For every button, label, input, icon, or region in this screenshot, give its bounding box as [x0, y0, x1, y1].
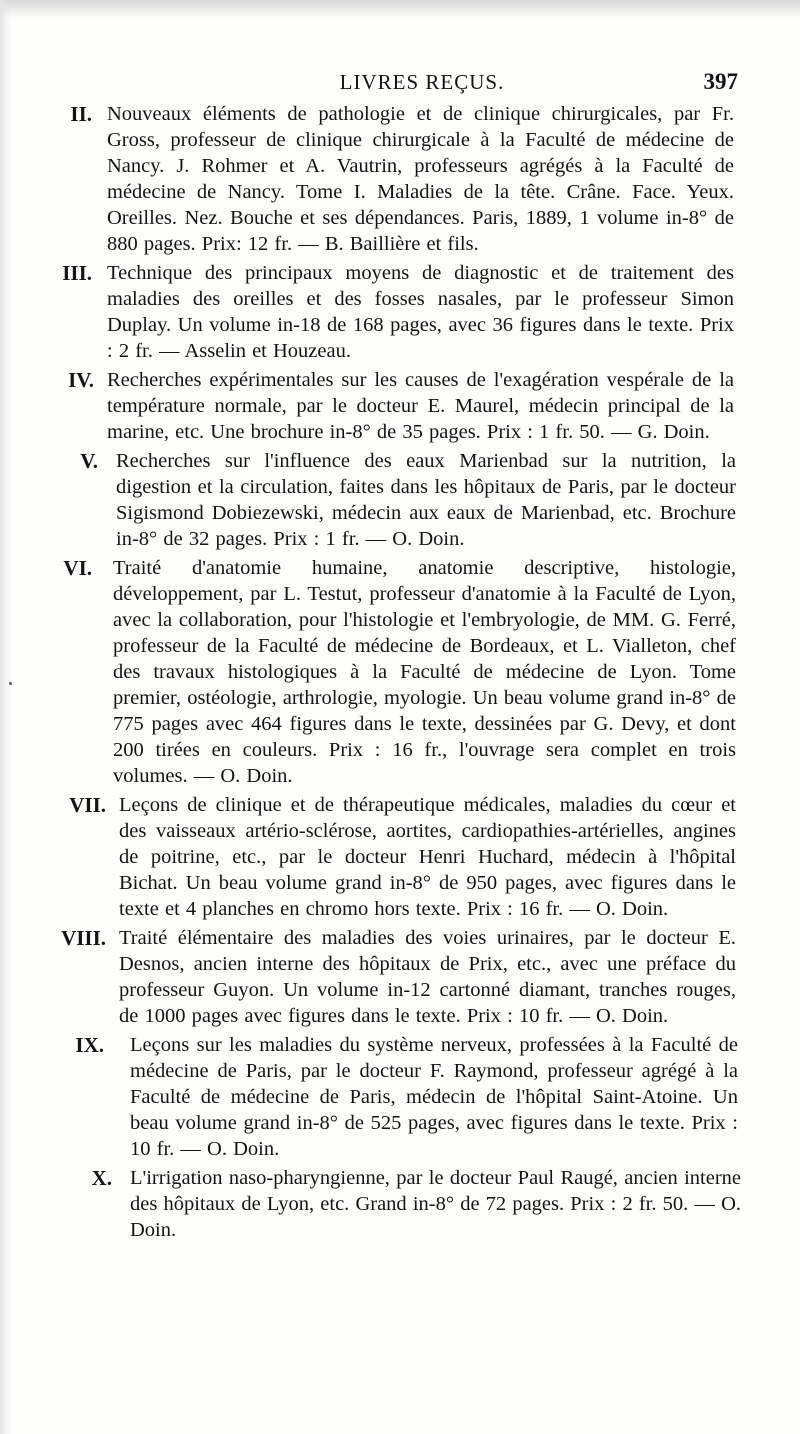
list-item: [0, 101, 800, 257]
entry-text: Nouveaux éléments de pathologie et de clinique chirurgicales, par Fr. Gross, professeur de clinique chirurgicale à la Faculté de médecine de Nancy. J. Rohmer et A. Vautrin, professeurs agrégés à la Faculté de médecine de Nancy. Tome I. Maladies de la tête. Crâne. Face. Yeux. Oreilles. Nez. Bouche et ses dépendances. Paris, 1889, 1 volume in-8° de 880 pages. Prix: 12 fr. — B. Baillière et fils.: [107, 103, 734, 255]
entry-text: Traité élémentaire des maladies des voies urinaires, par le docteur E. Desnos, ancien interne des hôpitaux de Prix, etc., avec une préface du professeur Guyon. Un volume in-12 cartonné diamant, tranches rouges, de 1000 pages avec figures dans le texte. Prix : 10 fr. — O. Doin.: [119, 927, 736, 1027]
list-item: [0, 1032, 800, 1162]
entry-numeral: II.: [70, 102, 92, 126]
top-edge-shadow: [0, 0, 800, 18]
running-title: LIVRES REÇUS.: [339, 70, 505, 94]
entry-text: L'irrigation naso-pharyngienne, par le docteur Paul Raugé, ancien interne des hôpitaux de Lyon, etc. Grand in-8° de 72 pages. Prix : 2 fr. 50. — O. Doin.: [130, 1167, 741, 1241]
running-head: [108, 70, 736, 100]
list-item: [0, 367, 800, 445]
page-number: 397: [703, 69, 738, 94]
book-list: [0, 101, 800, 1246]
entry-numeral: IX.: [75, 1033, 104, 1057]
entry-text: Technique des principaux moyens de diagnostic et de traitement des maladies des oreilles et des fosses nasales, par le professeur Simon Duplay. Un volume in-18 de 168 pages, avec 36 figures dans le texte. Prix : 2 fr. — Asselin et Houzeau.: [107, 262, 734, 362]
entry-numeral: X.: [91, 1166, 112, 1190]
entry-text: Traité d'anatomie humaine, anatomie descriptive, histologie, développement, par L. Testut, professeur d'anatomie à la Faculté de Lyon, avec la collaboration, pour l'histologie et l'embryologie, de MM. G. Ferré, professeur de la Faculté de médecine de Bordeaux, et L. Vialleton, chef des travaux histologiques à la Faculté de médecine de Lyon. Tome premier, ostéologie, arthrologie, myologie. Un beau volume grand in-8° de 775 pages avec 464 figures dans le texte, dessinées par G. Devy, et dont 200 tirées en couleurs. Prix : 16 fr., l'ouvrage sera complet en trois volumes. — O. Doin.: [113, 557, 736, 787]
entry-numeral: VIII.: [61, 926, 106, 950]
entry-numeral: V.: [80, 449, 98, 473]
entry-text: Recherches expérimentales sur les causes de l'exagération vespérale de la température normale, par le docteur E. Maurel, médecin principal de la marine, etc. Une brochure in-8° de 35 pages. Prix : 1 fr. 50. — G. Doin.: [107, 369, 734, 443]
list-item: [0, 555, 800, 789]
entry-text: Leçons sur les maladies du système nerveux, professées à la Faculté de médecine de Paris, par le docteur F. Raymond, professeur agrégé à la Faculté de médecine de Paris, médecin de l'hôpital Saint-Atoine. Un beau volume grand in-8° de 525 pages, avec figures dans le texte. Prix : 10 fr. — O. Doin.: [130, 1034, 738, 1160]
entry-numeral: IV.: [68, 368, 94, 392]
list-item: [0, 260, 800, 364]
list-item: [0, 792, 800, 922]
entry-text: Recherches sur l'influence des eaux Marienbad sur la nutrition, la digestion et la circulation, faites dans les hôpitaux de Paris, par le docteur Sigismond Dobiezewski, médecin aux eaux de Marienbad, etc. Brochure in-8° de 32 pages. Prix : 1 fr. — O. Doin.: [116, 450, 736, 550]
list-item: [0, 448, 800, 552]
list-item: [0, 925, 800, 1029]
entry-numeral: VI.: [63, 556, 92, 580]
list-item: [0, 1165, 800, 1243]
entry-text: Leçons de clinique et de thérapeutique médicales, maladies du cœur et des vaisseaux artério-sclérose, aortites, cardiopathies-artérielles, angines de poitrine, etc., par le docteur Henri Huchard, médecin à l'hôpital Bichat. Un beau volume grand in-8° de 950 pages, avec figures dans le texte et 4 planches en chromo hors texte. Prix : 16 fr. — O. Doin.: [119, 794, 736, 920]
entry-numeral: III.: [62, 261, 92, 285]
entry-numeral: VII.: [69, 793, 106, 817]
